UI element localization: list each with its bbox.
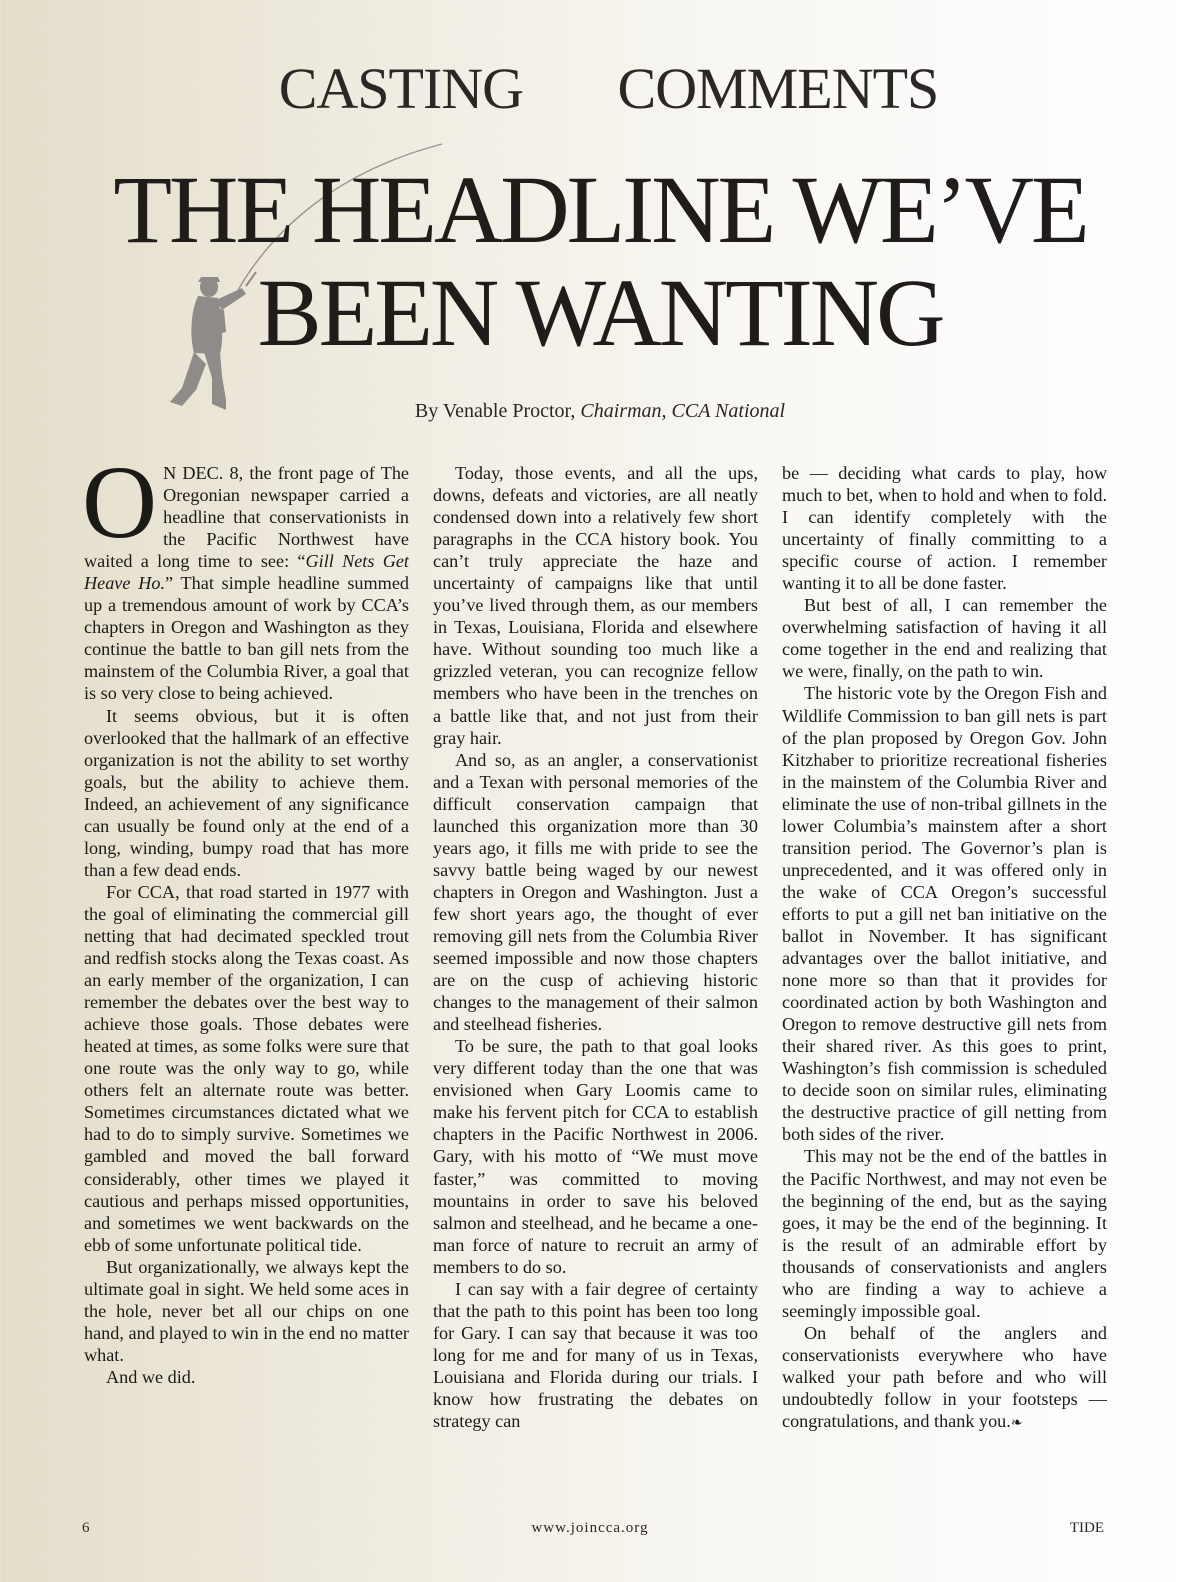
article-paragraph: But best of all, I can remember the overwhelming satisfaction of having it all come together in the end and realizing that we were, finally, on the path to win. [782,595,1107,682]
section-title: CASTING COMMENTS [278,56,939,121]
byline-role: Chairman, CCA National [580,400,786,422]
footer-url[interactable]: www.joincca.org [531,1520,649,1536]
article-column-3 [782,462,1107,1512]
publication-name: TIDE [1069,1520,1104,1536]
article-paragraph: To be sure, the path to that goal looks very different today than the one that was envisioned when Gary Loomis came to make his fervent pitch for CCA to establish chapters in the Pacific Northwest in 2006. Gary, with his motto of “We must move faster,” was committed to moving mountains in order to save his beloved salmon and steelhead, and he became a one-man force of nature to recruit an army of members to do so. [433,1036,758,1277]
article-paragraph: For CCA, that road started in 1977 with the goal of eliminating the commercial gill netting that had decimated speckled trout and redfish stocks along the Texas coast. As an early member of the organization, I can remember the debates over the best way to achieve those goals. Those debates were heated at times, as some folks were sure that one route was the only way to go, while others felt an alternate route was better. Sometimes circumstances dictated what we had to do to simply survive. Sometimes we gambled and moved the ball forward considerably, other times we played it cautious and perhaps missed opportunities, and sometimes we went backwards on the ebb of some unfortunate political tide. [84,881,409,1255]
drop-cap: O [82,445,158,560]
article-paragraph: Today, those events, and all the ups, downs, defeats and victories, are all neatly condensed down into a relatively few short paragraphs in the CCA history book. You can’t truly appreciate the haze and uncertainty of campaigns like that until you’ve lived through them, as our members in Texas, Louisiana, Florida and elsewhere have. Without sounding too much like a grizzled veteran, you can recognize fellow members who have been in the trenches on a battle like that, and not just from their gray hair. [433,463,758,748]
article-paragraph: I can say with a fair degree of certainty that the path to this point has been too long for Gary. I can say that because it was too long for me and for many of us in Texas, Louisiana and Florida during our trials. I know how frustrating the debates on strategy can [433,1278,758,1432]
article-column-1 [82,445,409,1512]
headline-line-1: THE HEADLINE WE’VE [113,156,1087,263]
byline [0,400,1200,423]
page-number: 6 [82,1520,90,1536]
article-paragraph: On behalf of the anglers and conservationists everywhere who have walked your path before and who will undoubtedly follow in your footsteps — congratulations, and thank you.❧ [782,1322,1107,1432]
article-paragraph: be — deciding what cards to play, how much to bet, when to hold and when to fold. I can identify completely with the uncertainty of finally committing to a specific course of action. I remember wanting it to all be done faster. [782,463,1107,594]
article-paragraph: The historic vote by the Oregon Fish and Wildlife Commission to ban gill nets is part of the plan proposed by Oregon Gov. John Kitzhaber to prioritize recreational fisheries in the mainstem of the Columbia River and eliminate the use of non-tribal gillnets in the lower Columbia’s mainstem after a short transition period. The Governor’s plan is unprecedented, and it was offered only in the wake of CCA Oregon’s successful efforts to put a gill net ban initiative on the ballot in November. It has significant advantages over the ballot initiative, and none more so than that it provides for coordinated action by both Washington and Oregon to remove destructive gill nets from their shared river. As this goes to print, Washington’s fish commission is scheduled to decide soon on similar rules, eliminating the destructive practice of gill netting from both sides of the river. [782,683,1107,1145]
headline-line-2: BEEN WANTING [257,259,943,366]
article-paragraph: It seems obvious, but it is often overlooked that the hallmark of an effective organization is not the ability to set worthy goals, but the ability to achieve them. Indeed, an achievement of any significance can usually be found only at the end of a long, winding, bumpy road that has more than a few dead ends. [84,705,409,880]
byline-author: By Venable Proctor, [414,400,581,422]
article-paragraph: O N DEC. 8, the front page of The Oregonian newspaper carried a headline that conservationists in the Pacific Northwest have waited a long time to see: “Gill Nets Get Heave Ho.” That simple headline summed up a tremendous amount of work by CCA’s chapters in Oregon and Washington as they continue the battle to ban gill nets from the mainstem of the Columbia River, a goal that is so very close to being achieved. [82,445,409,704]
article-paragraph: And so, as an angler, a conservationist and a Texan with personal memories of the difficult conservation campaign that launched this organization more than 30 years ago, it fills me with pride to see the savvy battle being waged by our newest chapters in Oregon and Washington. Just a few short years ago, the thought of ever removing gill nets from the Columbia River seemed impossible and now those chapters are on the cusp of achieving historic changes to the management of their salmon and steelhead fisheries. [433,749,758,1035]
article-paragraph: But organizationally, we always kept the ultimate goal in sight. We held some aces in the hole, never bet all our chips on one hand, and played to win in the end no matter what. [84,1256,409,1365]
article-column-2 [433,462,758,1512]
end-mark-icon: ❧ [1010,1416,1023,1432]
article-paragraph: And we did. [106,1366,196,1387]
quoted-headline: Gill Nets Get Heave Ho. [84,551,409,594]
article-paragraph: This may not be the end of the battles in the Pacific Northwest, and may not even be the beginning of the end, but as the saying goes, it may be the end of the beginning. It is the result of an admirable effort by thousands of conservationists and anglers who are finding a way to achieve a seemingly impossible goal. [782,1146,1107,1321]
